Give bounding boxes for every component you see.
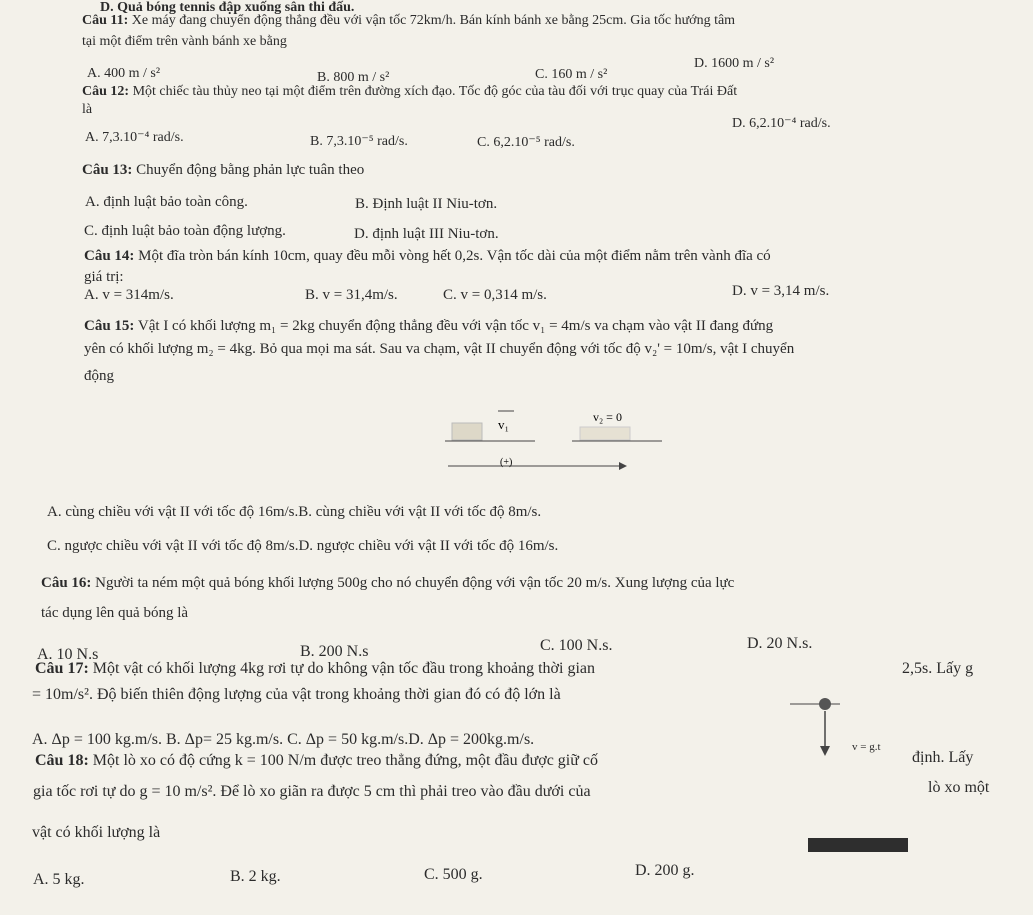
q18-option-c: C. 500 g. (424, 866, 483, 883)
q16-option-c: C. 100 N.s. (540, 637, 613, 654)
q18-label: Câu 18: (35, 752, 89, 769)
q18-text-2b: lò xo một (928, 779, 990, 796)
q16-option-b: B. 200 N.s (300, 643, 369, 660)
q14-option-b: B. v = 31,4m/s. (305, 287, 398, 303)
q14-option-a: A. v = 314m/s. (84, 287, 174, 303)
q18-option-a: A. 5 kg. (33, 871, 85, 888)
q14-text-2: giá trị: (84, 269, 124, 285)
q14-text-1: Một đĩa tròn bán kính 10cm, quay đều mỗi vòng hết 0,2s. Vận tốc dài của một điểm nằm trên vành đĩa có (138, 248, 771, 264)
q12-option-b: B. 7,3.10⁻⁵ rad/s. (310, 134, 408, 149)
q15-text-1: Vật I có khối lượng m₁ = 2kg chuyển động thẳng đều với vận tốc v₁ = 4m/s va chạm vào vật II đang đứng (137, 318, 774, 334)
q15-options-ab: A. cùng chiều với vật II với tốc độ 16m/s.B. cùng chiều với vật II với tốc độ 8m/s. (47, 504, 542, 520)
q13-option-a: A. định luật bảo toàn công. (85, 194, 248, 210)
q14-option-d: D. v = 3,14 m/s. (732, 283, 830, 299)
q15-options-cd: C. ngược chiều với vật II với tốc độ 8m/s.D. ngược chiều với vật II với tốc độ 16m/s. (47, 538, 559, 554)
q17-text-2: = 10m/s². Độ biến thiên động lượng của vật trong khoảng thời gian đó có độ lớn là (32, 686, 561, 703)
q13-line-1 (82, 162, 364, 179)
q16-option-a: A. 10 N.s (37, 646, 99, 663)
q18-option-d: D. 200 g. (635, 862, 695, 879)
q12-line-1 (82, 84, 737, 100)
positive-axis-label: (+) (500, 457, 513, 468)
q18-option-b: B. 2 kg. (230, 868, 281, 885)
q14-label: Câu 14: (84, 248, 135, 264)
q11-text-1: Xe máy đang chuyển động thẳng đều với vận tốc 72km/h. Bán kính bánh xe bằng 25cm. Gia tốc hướng tâm (131, 13, 736, 28)
q11-option-d: D. 1600 m / s² (694, 56, 775, 71)
q12-option-c: C. 6,2.10⁻⁵ rad/s. (477, 135, 575, 150)
q12-label: Câu 12: (82, 84, 130, 99)
q18-text-3: vật có khối lượng là (32, 824, 161, 841)
q18-text-2: gia tốc rơi tự do g = 10 m/s². Để lò xo giãn ra được 5 cm thì phải treo vào đầu dưới của (33, 783, 591, 800)
object-2-block (580, 427, 630, 440)
velocity-arrowhead (820, 746, 830, 756)
q18-line-1 (35, 752, 598, 770)
q14-option-c: C. v = 0,314 m/s. (443, 287, 547, 303)
q17-line-1 (35, 660, 595, 678)
q12-option-a: A. 7,3.10⁻⁴ rad/s. (85, 130, 184, 145)
q17-text-1: Một vật có khối lượng 4kg rơi tự do không vận tốc đầu trong khoảng thời gian (92, 660, 595, 677)
q11-option-b: B. 800 m / s² (317, 70, 390, 85)
q17-label: Câu 17: (35, 660, 89, 677)
ball (819, 698, 831, 710)
q16-label: Câu 16: (41, 575, 92, 591)
falling-ball-diagram (785, 692, 845, 762)
q18-text-1b: định. Lấy (912, 749, 974, 766)
q18-text-1: Một lò xo có độ cứng k = 100 N/m được treo thẳng đứng, một đầu được giữ cố (92, 752, 599, 769)
q11-option-c: C. 160 m / s² (535, 67, 608, 82)
q16-option-d: D. 20 N.s. (747, 635, 813, 652)
q13-text-1: Chuyển động bằng phản lực tuân theo (136, 162, 365, 178)
ceiling-support (808, 838, 908, 852)
q11-line-1 (82, 13, 735, 29)
q13-option-c: C. định luật bảo toàn động lượng. (84, 223, 286, 239)
q13-option-d: D. định luật III Niu-tơn. (354, 226, 499, 242)
q15-text-3: động (84, 368, 114, 384)
object-1-block (452, 423, 482, 440)
q15-text-2: yên có khối lượng m₂ = 4kg. Bỏ qua mọi ma sát. Sau va chạm, vật II chuyển động với tốc độ v₂' = 10m/s, vật I chuyển (84, 341, 795, 357)
q11-text-2: tại một điểm trên vành bánh xe bằng (82, 34, 287, 49)
q13-option-b: B. Định luật II Niu-tơn. (355, 196, 498, 212)
q12-text-1: Một chiếc tàu thủy neo tại một điểm trên đường xích đạo. Tốc độ góc của tàu đối với trục quay của Trái Đất (132, 84, 738, 99)
q14-line-1 (84, 248, 771, 265)
q16-text-1: Người ta ném một quả bóng khối lượng 500g cho nó chuyển động với vận tốc 20 m/s. Xung lượng của lực (95, 575, 735, 591)
v1-label: v₁ (498, 417, 510, 432)
prev-option-d: D. Quả bóng tennis đập xuống sân thi đấu. (100, 0, 355, 15)
q16-text-2: tác dụng lên quả bóng là (41, 605, 189, 621)
q13-label: Câu 13: (82, 162, 133, 178)
q15-label: Câu 15: (84, 318, 135, 334)
q15-line-1 (84, 318, 773, 335)
q17-options: A. Δp = 100 kg.m/s. B. Δp= 25 kg.m/s. C. Δp = 50 kg.m/s.D. Δp = 200kg.m/s. (32, 731, 535, 748)
q11-label: Câu 11: (82, 13, 129, 28)
q12-option-d: D. 6,2.10⁻⁴ rad/s. (732, 116, 831, 131)
velocity-label: v = g.t (852, 741, 881, 753)
collision-diagram (440, 405, 680, 480)
v2-label: v₂ = 0 (593, 410, 622, 424)
q12-text-2: là (82, 102, 93, 117)
q11-option-a: A. 400 m / s² (87, 66, 161, 81)
q17-text-1b: 2,5s. Lấy g (902, 660, 974, 677)
q16-line-1 (41, 575, 734, 592)
